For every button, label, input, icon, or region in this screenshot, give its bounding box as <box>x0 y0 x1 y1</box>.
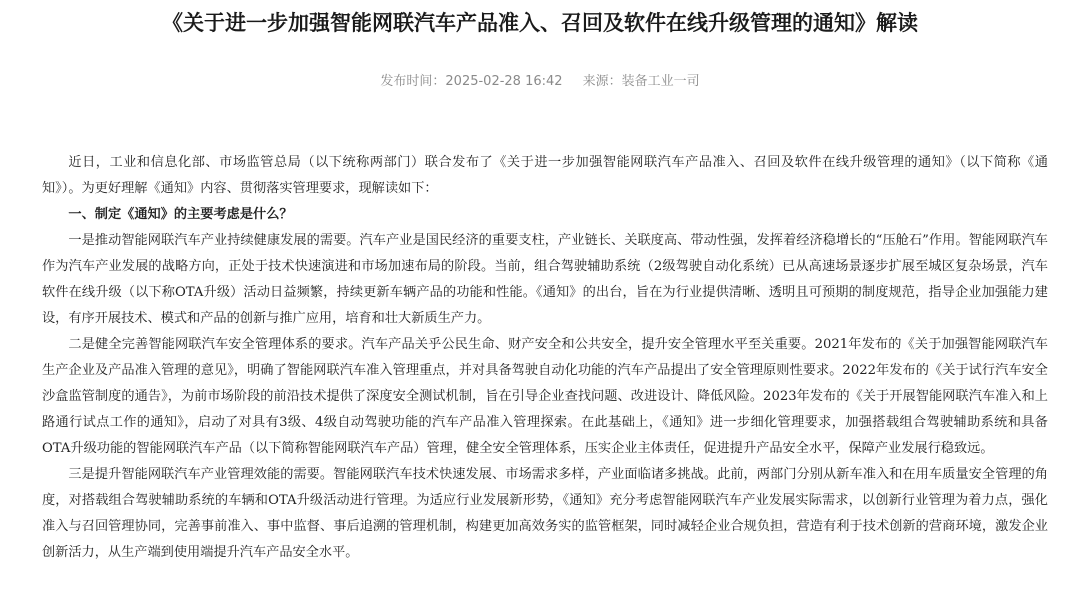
paragraph-intro: 近日，工业和信息化部、市场监管总局（以下统称两部门）联合发布了《关于进一步加强智能网联汽车产品准入、召回及软件在线升级管理的通知》（以下简称《通知》）。为更好理解《通知》内容、贯彻落实管理要求，现解读如下： <box>42 155 1048 196</box>
source-label: 来源： <box>582 74 622 89</box>
paragraph-first-reason: 一是推动智能网联汽车产业持续健康发展的需要。汽车产业是国民经济的重要支柱，产业链长、关联度高、带动性强，发挥着经济稳增长的“压舱石”作用。智能网联汽车作为汽车产业发展的战略方向，正处于技术快速演进和市场加速布局的阶段。当前，组合驾驶辅助系统（2级驾驶自动化系统）已从高速场景逐步扩展至城区复杂场景，汽车软件在线升级（以下称OTA升级）活动日益频繁，持续更新车辆产品的功能和性能。《通知》的出台，旨在为行业提供清晰、透明且可预期的制度规范，指导企业加强能力建设，有序开展技术、模式和产品的创新与推广应用，培育和壮大新质生产力。 <box>42 233 1048 326</box>
source: 装备工业一司 <box>621 74 700 89</box>
paragraph-second-reason: 二是健全完善智能网联汽车安全管理体系的要求。汽车产品关乎公民生命、财产安全和公共安全，提升安全管理水平至关重要。2021年发布的《关于加强智能网联汽车生产企业及产品准入管理的意见》，明确了智能网联汽车准入管理重点，并对具备驾驶自动化功能的汽车产品提出了安全管理原则性要求。2022年发布的《关于试行汽车安全沙盒监管制度的通告》，为前市场阶段的前沿技术提供了深度安全测试机制，旨在引导企业查找问题、改进设计、降低风险。2023年发布的《关于开展智能网联汽车准入和上路通行试点工作的通知》，启动了对具有3级、4级自动驾驶功能的汽车产品准入管理探索。在此基础上，《通知》进一步细化管理要求，加强搭载组合驾驶辅助系统和具备OTA升级功能的智能网联汽车产品（以下简称智能网联汽车产品）管理，健全安全管理体系，压实企业主体责任，促进提升产品安全水平，保障产业发展行稳致远。 <box>42 337 1048 456</box>
article-body <box>42 150 1048 566</box>
article-title: 《关于进一步加强智能网联汽车产品准入、召回及软件在线升级管理的通知》解读 <box>162 11 918 35</box>
paragraph-third-reason: 三是提升智能网联汽车产业管理效能的需要。智能网联汽车技术快速发展、市场需求多样，产业面临诸多挑战。此前，两部门分别从新车准入和在用车质量安全管理的角度，对搭载组合驾驶辅助系统的车辆和OTA升级活动进行管理。为适应行业发展新形势，《通知》充分考虑智能网联汽车产业发展实际需求，以创新行业管理为着力点，强化准入与召回管理协同，完善事前准入、事中监督、事后追溯的管理机制，构建更加高效务实的监管框架，同时减轻企业合规负担，营造有利于技术创新的营商环境，激发企业创新活力，从生产端到使用端提升汽车产品安全水平。 <box>42 467 1048 560</box>
publish-time: 2025-02-28 16:42 <box>445 74 563 89</box>
article-meta <box>0 72 1080 92</box>
publish-time-label: 发布时间： <box>380 74 446 89</box>
section-heading: 一、制定《通知》的主要考虑是什么？ <box>68 207 293 222</box>
